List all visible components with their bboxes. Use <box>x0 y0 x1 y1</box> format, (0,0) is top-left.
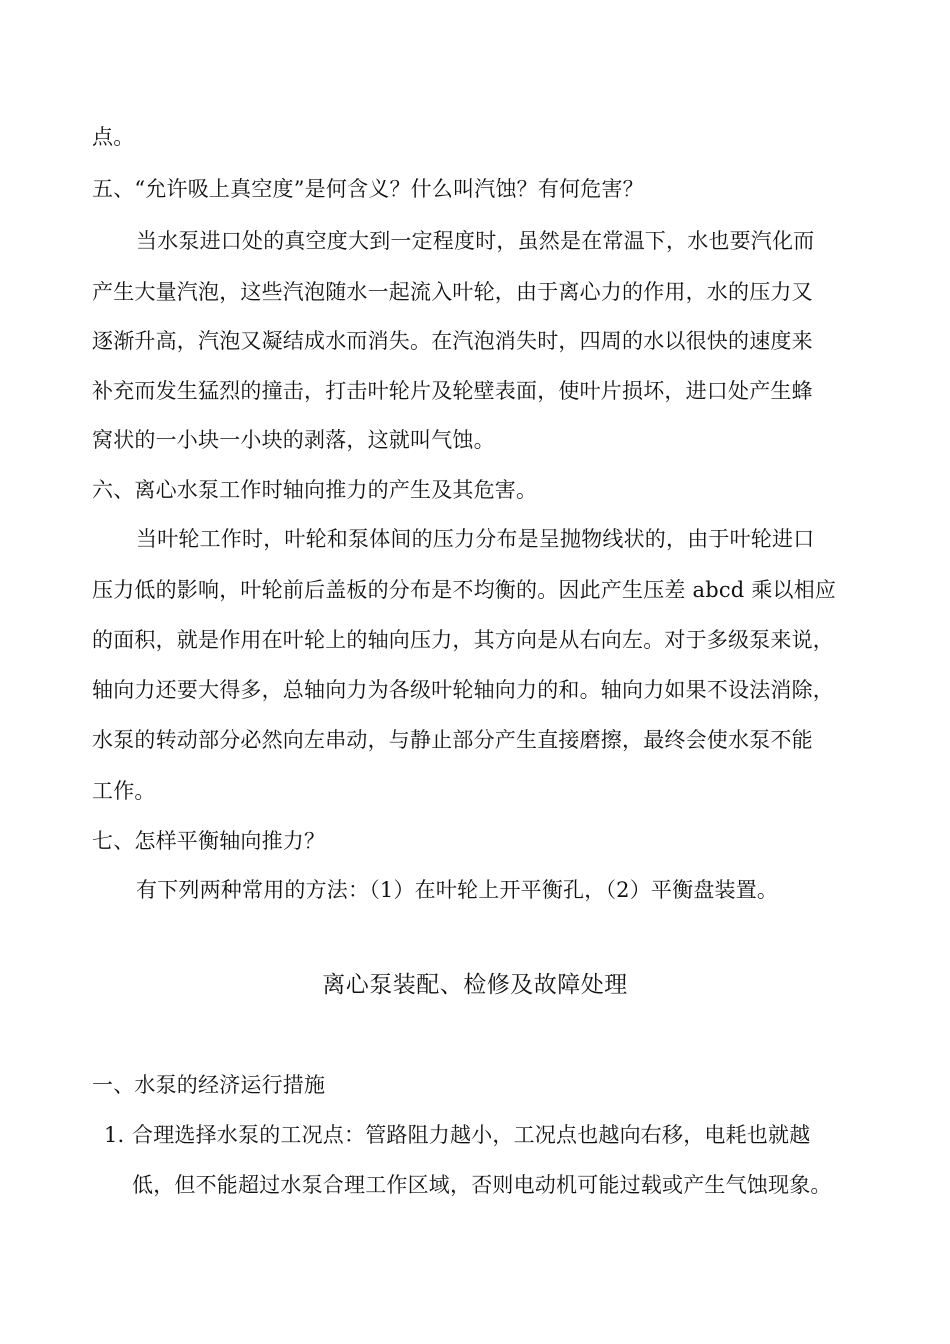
paragraph-line: 产生大量汽泡，这些汽泡随水一起流入叶轮，由于离心力的作用，水的压力又 <box>92 280 813 304</box>
subheading: 一、水泵的经济运行措施 <box>92 1073 326 1097</box>
paragraph-line: 轴向力还要大得多，总轴向力为各级叶轮轴向力的和。轴向力如果不设法消除， <box>92 678 834 702</box>
paragraph-line: 工作。 <box>92 779 156 803</box>
list-item-line: 低，但不能超过水泵合理工作区域，否则电动机可能过载或产生气蚀现象。 <box>132 1173 832 1197</box>
list-item-number: 1. <box>104 1123 125 1147</box>
question-heading-5: 五、“允许吸上真空度”是何含义？什么叫汽蚀？有何危害？ <box>92 177 644 201</box>
question-heading-7: 七、怎样平衡轴向推力？ <box>92 829 326 853</box>
list-item-line: 合理选择水泵的工况点：管路阻力越小，工况点也越向右移，电耗也就越 <box>132 1123 811 1147</box>
paragraph-line: 窝状的一小块一小块的剥落，这就叫气蚀。 <box>92 428 495 452</box>
paragraph-line: 有下列两种常用的方法：（1）在叶轮上开平衡孔，（2）平衡盘装置。 <box>136 878 779 902</box>
paragraph-line: 当水泵进口处的真空度大到一定程度时，虽然是在常温下，水也要汽化而 <box>136 229 815 253</box>
paragraph-line: 当叶轮工作时，叶轮和泵体间的压力分布是呈抛物线状的，由于叶轮进口 <box>136 527 815 551</box>
paragraph-line: 压力低的影响，叶轮前后盖板的分布是不均衡的。因此产生压差 abcd 乘以相应 <box>92 578 837 602</box>
paragraph-line: 的面积，就是作用在叶轮上的轴向压力，其方向是从右向左。对于多级泵来说， <box>92 628 834 652</box>
section-title: 离心泵装配、检修及故障处理 <box>322 972 628 998</box>
paragraph-line: 水泵的转动部分必然向左串动，与静止部分产生直接磨擦，最终会使水泵不能 <box>92 728 813 752</box>
paragraph-line: 补充而发生猛烈的撞击，打击叶轮片及轮壁表面，使叶片损坏，进口处产生蜂 <box>92 379 813 403</box>
paragraph-line: 逐渐升高，汽泡又凝结成水而消失。在汽泡消失时，四周的水以很快的速度来 <box>92 329 813 353</box>
paragraph-line: 点。 <box>92 125 135 149</box>
question-heading-6: 六、离心水泵工作时轴向推力的产生及其危害。 <box>92 478 538 502</box>
